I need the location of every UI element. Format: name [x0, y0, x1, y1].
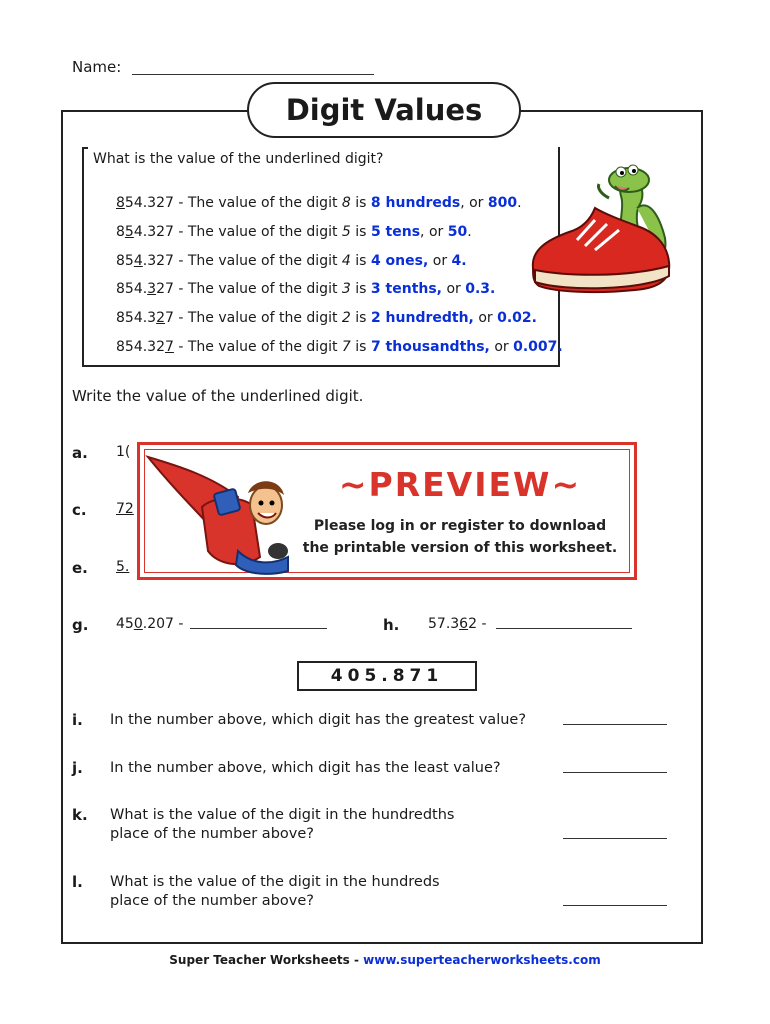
example-row: 854.327 - The value of the digit 2 is 2 hundredth, or 0.02. [116, 310, 537, 326]
problem-h-text: 57.362 - [428, 616, 487, 632]
superhero-mascot-icon [142, 447, 292, 577]
instructions: Write the value of the underlined digit. [72, 387, 364, 405]
question-i-answer[interactable] [563, 724, 667, 725]
name-label: Name: [72, 58, 122, 76]
name-blank[interactable] [132, 74, 374, 75]
shoe-lizard-illustration [525, 158, 675, 308]
question-i-text: In the number above, which digit has the greatest value? [110, 712, 527, 728]
example-row: 854.327 - The value of the digit 5 is 5 tens, or 50. [116, 224, 472, 240]
problem-c-label: c. [72, 501, 87, 519]
preview-message: Please log in or register to download the printable version of this worksheet. [302, 518, 618, 556]
example-row: 854.327 - The value of the digit 4 is 4 ones, or 4. [116, 253, 467, 269]
example-row: 854.327 - The value of the digit 3 is 3 tenths, or 0.3. [116, 281, 496, 297]
problem-e-label: e. [72, 559, 88, 577]
question-l-answer[interactable] [563, 905, 667, 906]
question-j-answer[interactable] [563, 772, 667, 773]
question-l-text: What is the value of the digit in the hundreds place of the number above? [110, 874, 440, 909]
footer-text: Super Teacher Worksheets - [169, 953, 364, 967]
problem-g-answer[interactable] [190, 628, 327, 629]
preview-banner[interactable] [137, 442, 637, 580]
problem-a-label: a. [72, 444, 88, 462]
footer-link[interactable]: www.superteacherworksheets.com [363, 953, 601, 967]
example-question: What is the value of the underlined digit? [93, 151, 384, 167]
problem-g-label: g. [72, 616, 89, 634]
example-row: 854.327 - The value of the digit 7 is 7 thousandths, or 0.007. [116, 339, 563, 355]
question-j-text: In the number above, which digit has the least value? [110, 760, 501, 776]
preview-title: ~PREVIEW~ [338, 465, 582, 504]
question-k-text: What is the value of the digit in the hundredths place of the number above? [110, 807, 455, 842]
question-i-label: i. [72, 711, 83, 729]
footer [0, 953, 770, 967]
problem-g-text: 450.207 - [116, 616, 184, 632]
problem-a-text: 1( [116, 444, 131, 460]
question-k-label: k. [72, 806, 88, 824]
problem-h-label: h. [383, 616, 400, 634]
number-box: 405.871 [297, 661, 477, 691]
problem-c-text: 72 [116, 501, 134, 517]
problem-e-text: 5. [116, 559, 130, 575]
question-j-label: j. [72, 759, 83, 777]
question-l-label: l. [72, 873, 83, 891]
question-k-answer[interactable] [563, 838, 667, 839]
example-row: 854.327 - The value of the digit 8 is 8 hundreds, or 800. [116, 195, 522, 211]
problem-h-answer[interactable] [496, 628, 632, 629]
page-title: Digit Values [247, 82, 521, 138]
